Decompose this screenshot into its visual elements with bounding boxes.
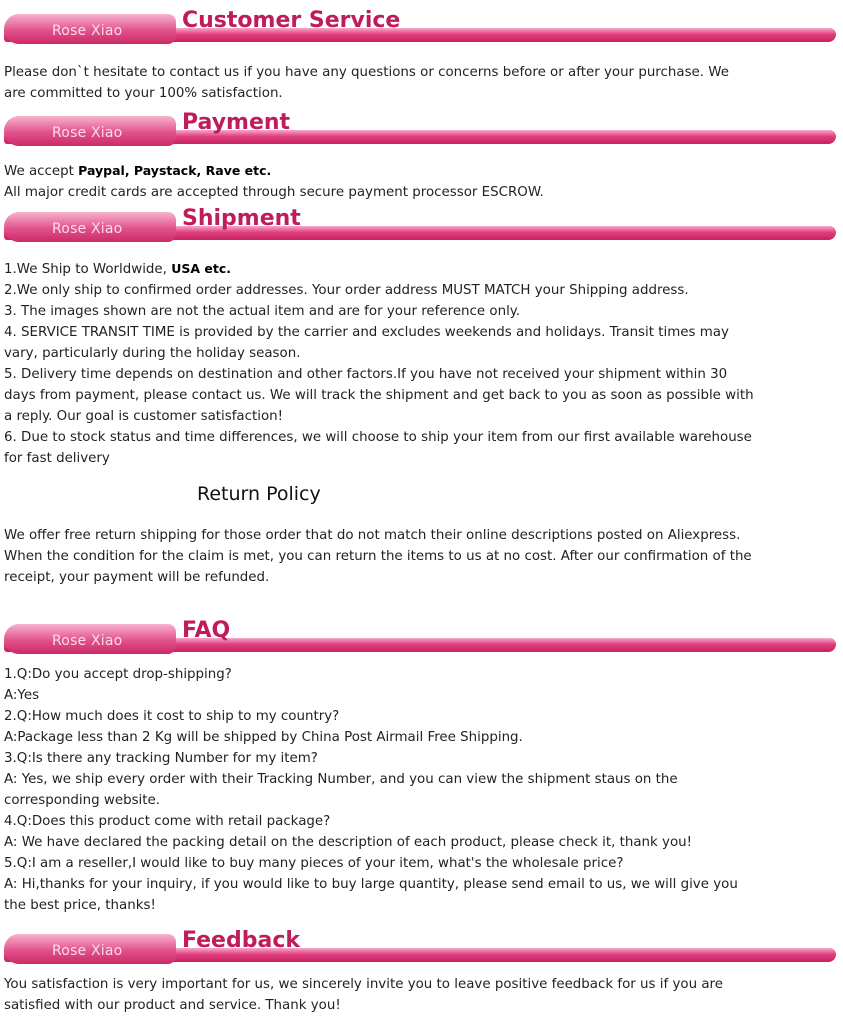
- text-line: receipt, your payment will be refunded.: [4, 570, 270, 585]
- text-line: When the condition for the claim is met, you can return the items to us at no cost. After our confirmation of the: [4, 549, 752, 564]
- text-line: a reply. Our goal is customer satisfaction!: [4, 409, 284, 424]
- text-line: Please don`t hesitate to contact us if you have any questions or concerns before or after your purchase. We: [4, 65, 729, 80]
- text-line: All major credit cards are accepted through secure payment processor ESCROW.: [4, 185, 544, 200]
- text-line: for fast delivery: [4, 451, 110, 466]
- text-line: corresponding website.: [4, 793, 161, 808]
- accept-methods: Paypal, Paystack, Rave etc.: [78, 163, 272, 178]
- return-policy-title: Return Policy: [197, 483, 321, 505]
- section-title: Shipment: [182, 206, 301, 231]
- ship-line1-prefix: 1.We Ship to Worldwide,: [4, 262, 167, 277]
- text-line: days from payment, please contact us. We will track the shipment and get back to you as soon as possible with: [4, 388, 754, 403]
- text-line: the best price, thanks!: [4, 898, 156, 913]
- text-line: A: Yes, we ship every order with their Tracking Number, and you can view the shipment staus on the: [4, 772, 678, 787]
- text-line: 2.We only ship to confirmed order addresses. Your order address MUST MATCH your Shipping address.: [4, 283, 689, 298]
- section-title: Feedback: [182, 928, 300, 953]
- text-line: 4.Q:Does this product come with retail package?: [4, 814, 331, 829]
- return-policy-text: [4, 525, 838, 588]
- brand-label: Rose Xiao: [52, 125, 123, 141]
- text-line: 4. SERVICE TRANSIT TIME is provided by the carrier and excludes weekends and holidays. Transit times may: [4, 325, 729, 340]
- text-line: [4, 258, 838, 280]
- text-line: 6. Due to stock status and time differences, we will choose to ship your item from our first available warehouse: [4, 430, 752, 445]
- section-title: FAQ: [182, 618, 231, 643]
- text-line: 3.Q:Is there any tracking Number for my item?: [4, 751, 318, 766]
- shipment-header: [4, 206, 836, 250]
- shipment-text: [4, 258, 838, 469]
- text-line: 3. The images shown are not the actual item and are for your reference only.: [4, 304, 521, 319]
- feedback-text: [4, 974, 838, 1016]
- text-line: 5. Delivery time depends on destination and other factors.If you have not received your shipment within 30: [4, 367, 728, 382]
- text-line: 1.Q:Do you accept drop-shipping?: [4, 667, 232, 682]
- text-line: You satisfaction is very important for us, we sincerely invite you to leave positive feedback for us if you are: [4, 977, 723, 992]
- customer-service-header: [4, 8, 836, 52]
- text-line: 5.Q:I am a reseller,I would like to buy many pieces of your item, what's the wholesale price?: [4, 856, 624, 871]
- brand-label: Rose Xiao: [52, 943, 123, 959]
- customer-service-text: [4, 62, 838, 104]
- text-line: vary, particularly during the holiday season.: [4, 346, 301, 361]
- faq-header: [4, 618, 836, 662]
- text-line: A: We have declared the packing detail on the description of each product, please check it, thank you!: [4, 835, 692, 850]
- text-line: We offer free return shipping for those order that do not match their online descriptions posted on Aliexpress.: [4, 528, 741, 543]
- ship-line1-suffix: USA etc.: [171, 261, 231, 276]
- text-line: are committed to your 100% satisfaction.: [4, 86, 283, 101]
- brand-label: Rose Xiao: [52, 221, 123, 237]
- faq-text: [4, 664, 838, 916]
- text-line: A:Yes: [4, 688, 40, 703]
- payment-header: [4, 110, 836, 154]
- text-line: satisfied with our product and service. Thank you!: [4, 998, 341, 1013]
- text-line: 2.Q:How much does it cost to ship to my country?: [4, 709, 340, 724]
- section-title: Customer Service: [182, 8, 401, 33]
- text-line: [4, 160, 838, 182]
- accept-prefix: We accept: [4, 164, 74, 179]
- brand-label: Rose Xiao: [52, 23, 123, 39]
- feedback-header: [4, 928, 836, 972]
- payment-text: [4, 160, 838, 203]
- text-line: A:Package less than 2 Kg will be shipped by China Post Airmail Free Shipping.: [4, 730, 523, 745]
- section-title: Payment: [182, 110, 291, 135]
- text-line: A: Hi,thanks for your inquiry, if you would like to buy large quantity, please send email to us, we will give you: [4, 877, 738, 892]
- brand-label: Rose Xiao: [52, 633, 123, 649]
